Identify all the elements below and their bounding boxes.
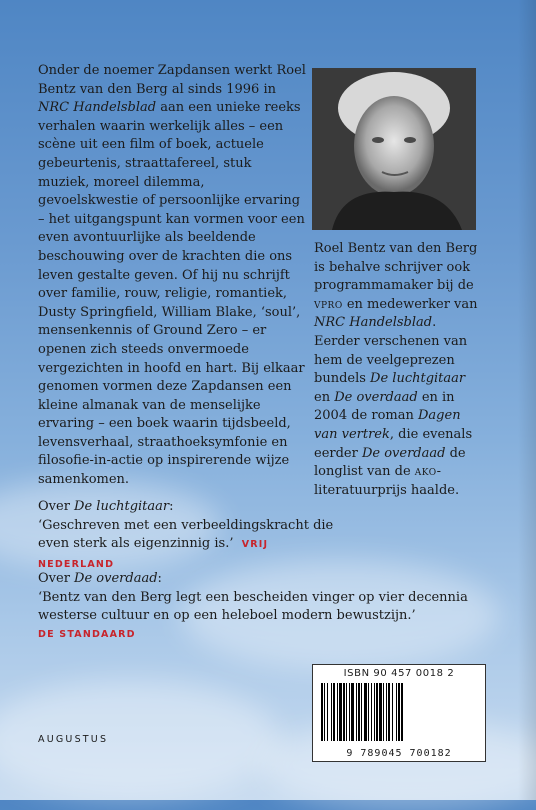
blurb-part: Onder de noemer Zapdansen werkt Roel Bentz van den Berg al sinds 1996 in bbox=[38, 63, 306, 97]
quote-book-title: De luchtgitaar bbox=[74, 499, 170, 514]
quote-text: ‘Bentz van den Berg legt een bescheiden vinger op vier decennia westerse cultuur en op een heleboel modern bewustzijn.’ bbox=[38, 589, 468, 624]
bio-part: en in 2004 de roman bbox=[314, 389, 455, 424]
bio-vpro: vpro bbox=[314, 296, 343, 312]
bio-part: Roel Bentz van den Berg is behalve schrijver ook programmamaker bij de bbox=[314, 241, 478, 294]
bio-part: . Eerder verschenen van hem de veelgeprezen bundels bbox=[314, 315, 468, 387]
author-photo bbox=[312, 68, 476, 230]
bio-part: -literatuurprijs haalde. bbox=[314, 464, 460, 498]
publisher-name: AUGUSTUS bbox=[38, 734, 109, 745]
bio-part: , die evenals eerder bbox=[314, 426, 473, 461]
quote-colon: : bbox=[157, 571, 162, 586]
quote-source: VRIJ NEDERLAND bbox=[38, 539, 269, 570]
quote-text: ‘Geschreven met een verbeeldingskracht die even sterk als eigenzinnig is.’ bbox=[38, 517, 334, 552]
bio-ako: ako bbox=[414, 464, 437, 480]
review-quote bbox=[38, 570, 498, 644]
blurb-italic: NRC Handelsblad bbox=[38, 100, 157, 116]
bio-part: de longlist van de bbox=[314, 445, 466, 480]
bio-book-title: De overdaad bbox=[334, 389, 418, 405]
bio-book-title: De luchtgitaar bbox=[370, 371, 466, 387]
quote-book-title: De overdaad bbox=[74, 571, 158, 586]
blurb-part: aan een unieke reeks verhalen waarin werkelijk alles – een scène uit een film of boek, actuele gebeurtenis, straattafereel, stuk muziek, moreel dilemma, gevoelskwestie of persoonlijke ervaring – het uitgangspunt kan vormen voor een even avontuurlijke als beeldende beschouwing over de krachten die ons leven gestalte geven. Of hij nu schrijft over familie, rouw, religie, romantiek, Dusty Springfield, William Blake, ‘soul’, mensenkennis of Ground Zero – er openen zich steeds onvermoede vergezichten in hoofd en hart. Bij elkaar genomen vormen deze Zapdansen een kleine almanak van de menselijke ervaring – een boek waarin tijdsbeeld, levensverhaal, straathoeksymfonie en filosofie-in-actie op inspirerende wijze samenkomen. bbox=[38, 100, 305, 488]
bio-part: en medewerker van bbox=[342, 296, 478, 312]
blurb-text bbox=[38, 62, 306, 490]
author-bio bbox=[314, 240, 482, 500]
bio-book-title: Dagen van vertrek bbox=[314, 408, 461, 442]
author-portrait-icon bbox=[312, 68, 476, 230]
quote-source: DE STANDAARD bbox=[38, 628, 136, 640]
barcode-number: 9 789045 700182 bbox=[346, 748, 452, 759]
bio-nrc: NRC Handelsblad bbox=[314, 315, 433, 331]
review-quote bbox=[38, 498, 498, 574]
barcode bbox=[312, 664, 486, 762]
quote-over: Over bbox=[38, 571, 75, 586]
spine-shadow bbox=[518, 0, 536, 800]
quote-over: Over bbox=[38, 499, 75, 514]
bio-part: en bbox=[314, 389, 335, 405]
barcode-icon bbox=[319, 683, 479, 741]
quote-colon: : bbox=[169, 499, 174, 514]
bio-book-title: De overdaad bbox=[361, 445, 446, 461]
isbn-label: ISBN 90 457 0018 2 bbox=[343, 668, 455, 679]
